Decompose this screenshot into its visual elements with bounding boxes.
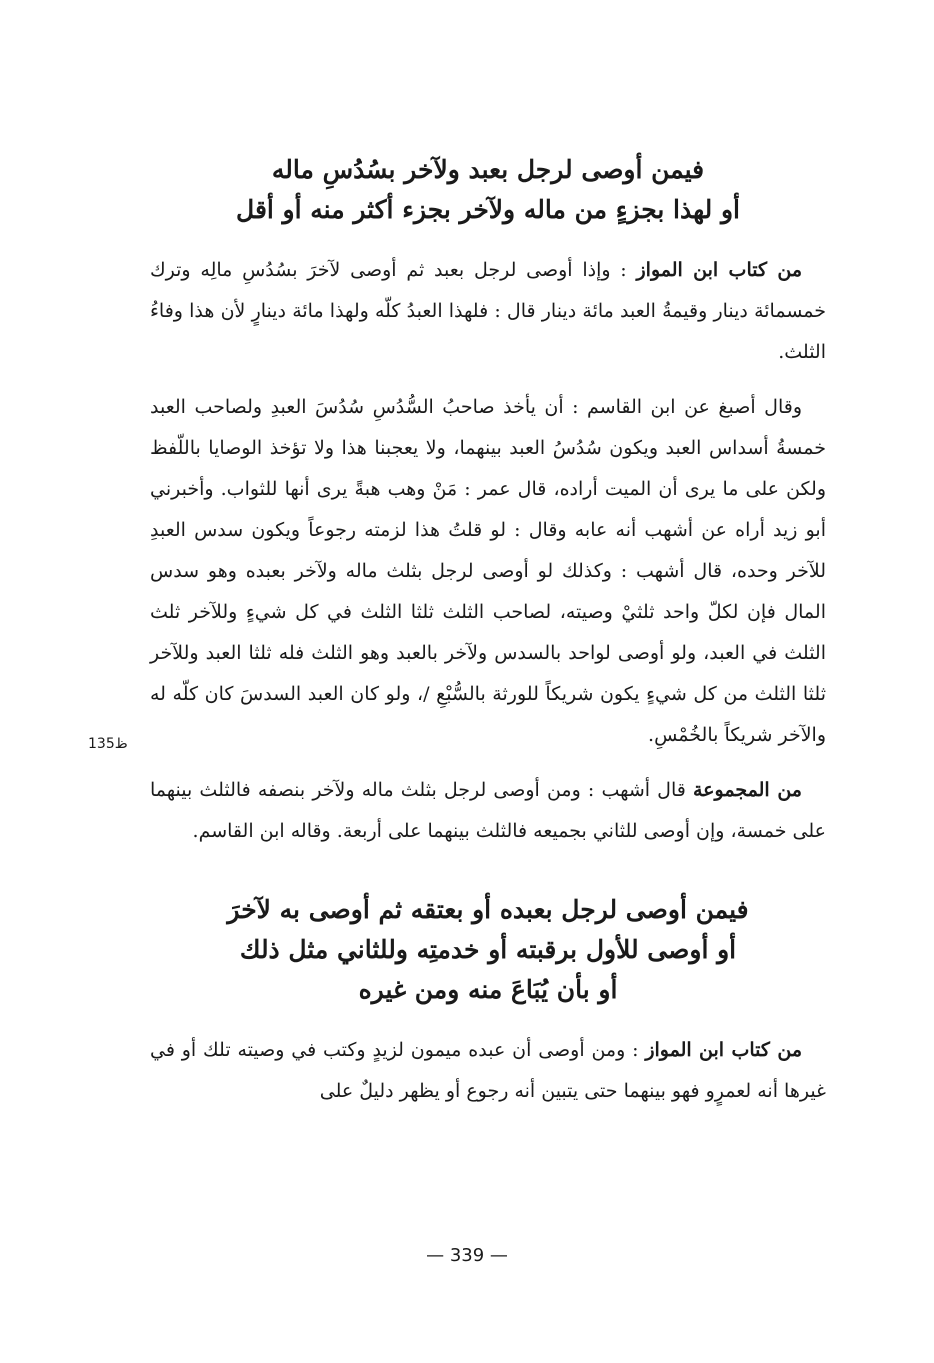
- heading-line: فيمن أوصى لرجل بعبده أو بعتقه ثم أوصى به لآخرَ: [227, 895, 749, 924]
- source-citation: من كتاب ابن المواز: [636, 259, 802, 281]
- page-number: — 339 —: [426, 1245, 508, 1266]
- heading-line: أو لهذا بجزءٍ من ماله ولآخر بجزء أكثر منه أو أقل: [236, 195, 740, 224]
- section-heading-1: [150, 150, 826, 230]
- source-citation: من المجموعة: [693, 779, 802, 801]
- section-heading-2: [150, 890, 826, 1010]
- paragraph-text: وقال أصبغ عن ابن القاسم : أن يأخذ صاحبُ السُّدُسِ سُدُسَ العبدِ ولصاحب العبد خمسةُ أسداس العبد ويكون سُدُسُ العبد بينهما، ولا يعجبنا هذا ولا تؤخذ الوصايا باللّفظ ولكن على ما يرى أن الميت أراده، قال عمر : مَنْ وهب هبةً يرى أنها للثواب. وأخبرني أبو زيد أراه عن أشهب أنه عابه وقال : لو قلتُ هذا لزمته رجوعاً ويكون سدس العبدِ للآخر وحده، قال أشهب : وكذلك لو أوصى لرجل بثلث ماله ولآخر بعبده وهو سدس المال فإن لكلّ واحد ثلثيْ وصيته، لصاحب الثلث ثلثا الثلث في كل شيءٍ وللآخر ثلث الثلث في العبد، ولو أوصى لواحد بالسدس ولآخر بالعبد وهو الثلث فله ثلثا العبد وللآخر ثلثا الثلث من كل شيءٍ يكون شريكاً للورثة بالسُّبْعِ /، ولو كان العبد السدسَ كان كلّه له والآخر شريكاً بالخُمْسِ.: [150, 396, 826, 746]
- paragraph-text: : ومن أوصى أن عبده ميمون لزيدٍ وكتب في وصيته تلك أو في غيرها أنه لعمرٍو فهو بينهما حتى يتبين أنه رجوع أو يظهر دليلٌ على: [150, 1039, 826, 1102]
- paragraph: [150, 387, 826, 756]
- paragraph: [150, 250, 826, 373]
- paragraph: [150, 1030, 826, 1112]
- heading-line: فيمن أوصى لرجل بعبد ولآخر بسُدُسِ ماله: [271, 155, 705, 184]
- heading-line: أو بأن يُبَاعَ منه ومن غيره: [358, 975, 618, 1004]
- margin-folio-note: 135ظ: [88, 736, 128, 752]
- paragraph: [150, 770, 826, 852]
- paragraph-text: قال أشهب : ومن أوصى لرجل بثلث ماله ولآخر بنصفه فالثلث بينهما على خمسة، وإن أوصى للثاني بجميعه فالثلث بينهما على أربعة. وقاله ابن القاسم.: [150, 779, 826, 842]
- page-body: [150, 150, 826, 1126]
- paragraph-text: : وإذا أوصى لرجل بعبد ثم أوصى لآخرَ بسُدُسِ مالِه وترك خمسمائة دينار وقيمةُ العبد مائة دينار قال : فلهذا العبدُ كلّه ولهذا مائة دينارٍ لأن هذا وفاءُ الثلث.: [150, 259, 826, 363]
- source-citation: من كتاب ابن المواز: [645, 1039, 802, 1061]
- heading-line: أو أوصى للأول برقبته أو خدمتِه وللثاني مثل ذلك: [239, 935, 737, 964]
